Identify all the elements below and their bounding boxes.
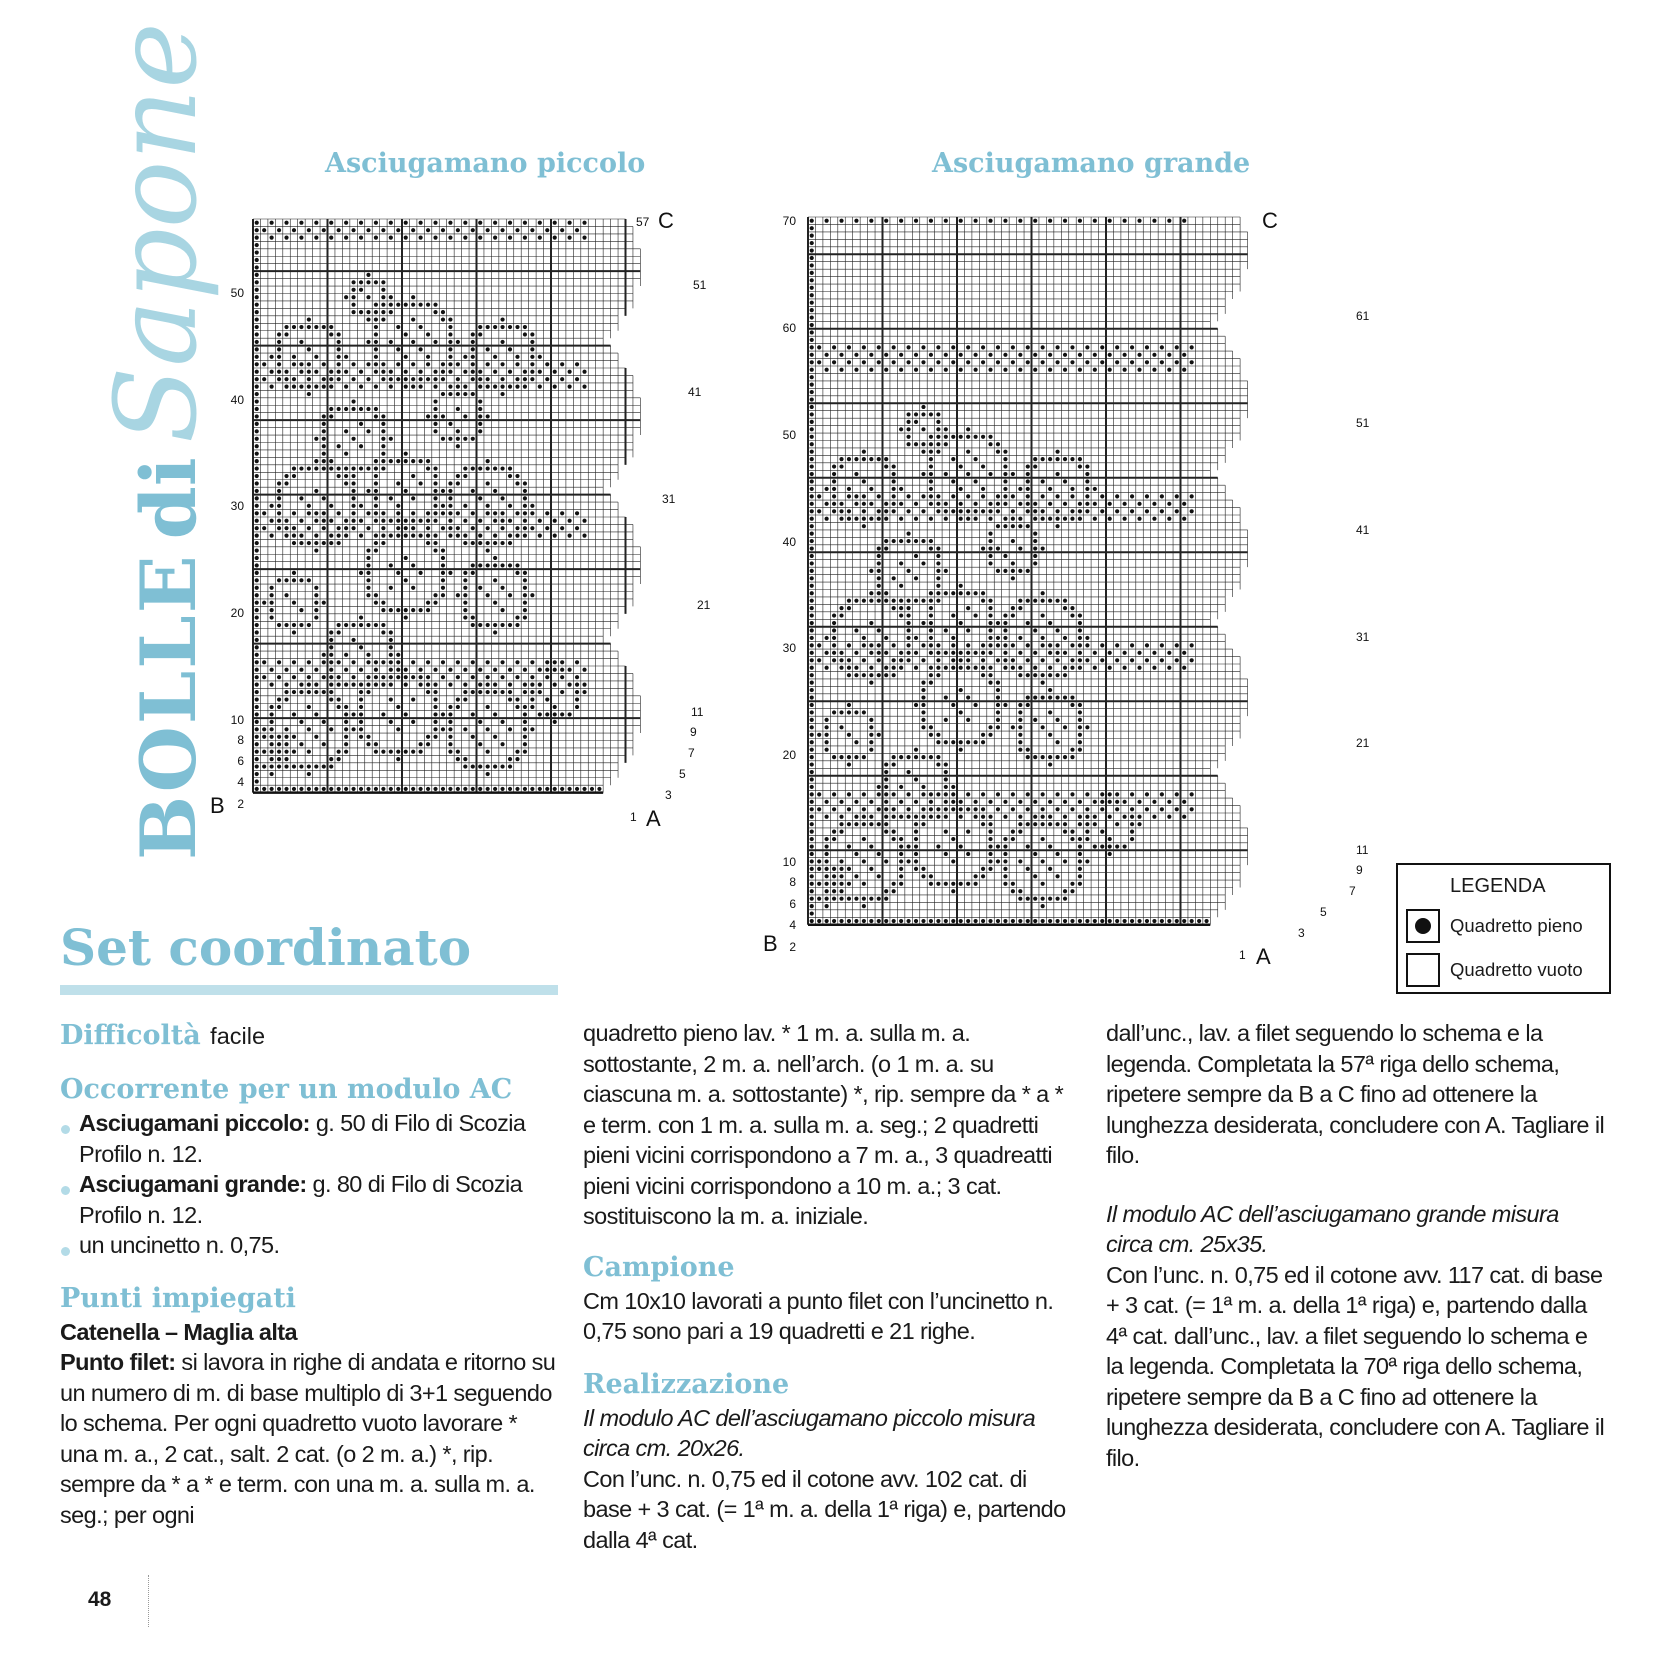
chart-small-row-label: 40 bbox=[230, 393, 244, 407]
chart-large-row-label: 6 bbox=[789, 897, 796, 911]
chart-large-label-c: C bbox=[1262, 208, 1278, 233]
filet-paragraph: Punto filet: si lavora in righe di andata e ritorno su un numero di m. di base multiplo di 3+1 seguendo lo schema. Per ogni quadretto vuoto lavorare * una m. a., 2 cat., salt. 2 cat. (o 2 m. a.) *, rip. sempre da * a * e term. con una m. a. sulla m. a. seg.; per ogni bbox=[60, 1349, 556, 1528]
chart-large-row-label: 4 bbox=[789, 918, 796, 932]
difficulty-value: facile bbox=[210, 1023, 266, 1049]
chart-large-row-label: 1 bbox=[1239, 948, 1246, 962]
chart-small-row-label: 30 bbox=[230, 499, 244, 513]
chart-large-row-label: 11 bbox=[1356, 843, 1369, 857]
difficulty-line bbox=[60, 1018, 560, 1054]
chart-large-row-label: 3 bbox=[1298, 926, 1305, 940]
chart-large-title: Asciugamano grande bbox=[932, 148, 1251, 179]
chart-small-row-label: 5 bbox=[679, 767, 686, 781]
side-title-sapone: Sapone bbox=[92, 22, 222, 444]
chart-small-row-label: 6 bbox=[237, 754, 244, 768]
chart-large-row-label: 7 bbox=[1349, 884, 1356, 898]
chart-large-row-label: 50 bbox=[782, 428, 796, 442]
sample-text: Cm 10x10 lavorati a punto filet con l’uncinetto n. 0,75 sono pari a 19 quadretti e 21 righe. bbox=[583, 1287, 1054, 1344]
chart-large-row-label: 20 bbox=[782, 748, 796, 762]
filled-square-icon bbox=[1406, 909, 1440, 943]
text-column-2 bbox=[583, 1018, 1081, 1555]
chart-small-row-label: 21 bbox=[697, 598, 711, 612]
difficulty-label: Difficoltà bbox=[60, 1020, 201, 1051]
page-number: 48 bbox=[88, 1588, 112, 1611]
chart-large-row-label: 2 bbox=[789, 940, 796, 954]
small-instructions-cont: dall’unc., lav. a filet seguendo lo schema e la legenda. Completata la 57ª riga dello schema, ripetere sempre da B a C fino ad ottenere la lunghezza desiderata, concludere con A. Tagliare il filo. bbox=[1106, 1020, 1605, 1168]
legend-title: LEGENDA bbox=[1450, 875, 1546, 897]
materials-item: Asciugamani grande: g. 80 di Filo di Scozia Profilo n. 12. bbox=[60, 1169, 560, 1230]
chart-small-row-label: 7 bbox=[688, 746, 695, 760]
chart-large-row-label: 21 bbox=[1356, 736, 1370, 750]
stitches-list: Catenella – Maglia alta bbox=[60, 1318, 297, 1345]
chart-small-row-label: 11 bbox=[691, 705, 704, 719]
legend-empty-row bbox=[1406, 953, 1583, 987]
chart-small-row-label: 8 bbox=[237, 733, 244, 747]
chart-large-row-label: 30 bbox=[782, 641, 796, 655]
chart-small-row-label: 2 bbox=[237, 797, 244, 811]
chart-large-row-label: 51 bbox=[1356, 416, 1370, 430]
chart-large-row-label: 9 bbox=[1356, 863, 1363, 877]
chart-small-title: Asciugamano piccolo bbox=[325, 148, 646, 179]
page-divider bbox=[148, 1575, 149, 1627]
materials-list bbox=[60, 1108, 560, 1261]
side-title-di: di bbox=[124, 457, 213, 540]
text-column-1 bbox=[60, 1018, 560, 1530]
chart-small-label-c: C bbox=[658, 208, 674, 233]
sample-title: Campione bbox=[583, 1251, 735, 1283]
chart-large-row-label: 40 bbox=[782, 535, 796, 549]
chart-small-row-label: 4 bbox=[237, 775, 244, 789]
chart-small-row-label: 57 bbox=[636, 215, 650, 229]
chart-large-row-label: 60 bbox=[782, 321, 796, 335]
chart-small-label-b: B bbox=[210, 793, 225, 818]
chart-small-row-label: 9 bbox=[690, 725, 697, 739]
chart-large-label-a: A bbox=[1256, 944, 1271, 969]
making-title: Realizzazione bbox=[583, 1368, 790, 1400]
legend-empty-label: Quadretto vuoto bbox=[1450, 959, 1583, 980]
filet-paragraph-cont: quadretto pieno lav. * 1 m. a. sulla m. a. sottostante, 2 m. a. nell’arch. (o 1 m. a. su ciascuna m. a. sottostante) *, rip. sempre da * a * e term. con 1 m. a. sulla m. a. seg.; 2 quadretti pieni vicini corrispondono a 7 m. a., 3 quadreatti pieni vicini corrispondono a 10 m. a.; 3 cat. sostituiscono la m. a. iniziale. bbox=[583, 1020, 1064, 1229]
materials-title: Occorrente per un modulo AC bbox=[60, 1074, 513, 1105]
chart-large-row-label: 41 bbox=[1356, 523, 1370, 537]
chart-large-row-label: 61 bbox=[1356, 309, 1370, 323]
chart-small-row-label: 20 bbox=[230, 606, 244, 620]
empty-square-icon bbox=[1406, 953, 1440, 987]
chart-large-row-label: 70 bbox=[782, 214, 796, 228]
small-measure: Il modulo AC dell’asciugamano piccolo misura circa cm. 20x26. bbox=[583, 1404, 1036, 1461]
small-instructions: Con l’unc. n. 0,75 ed il cotone avv. 102 cat. di base + 3 cat. (= 1ª m. a. della 1ª riga) e, partendo dalla 4ª cat. bbox=[583, 1465, 1066, 1553]
legend-filled-label: Quadretto pieno bbox=[1450, 915, 1583, 936]
chart-small-row-label: 41 bbox=[688, 385, 702, 399]
materials-item: un uncinetto n. 0,75. bbox=[60, 1230, 560, 1261]
chart-large-row-label: 8 bbox=[789, 875, 796, 889]
chart-small-row-label: 3 bbox=[665, 788, 672, 802]
chart-small-row-label: 10 bbox=[230, 713, 244, 727]
legend-filled-row bbox=[1406, 909, 1583, 943]
large-instructions: Con l’unc. n. 0,75 ed il cotone avv. 117 cat. di base + 3 cat. (= 1ª m. a. della 1ª riga) e, partendo dalla 4ª cat. dall’unc., lav. a filet seguendo lo schema e la legenda. Completata la 70ª riga dello schema, ripetere sempre da B a C fino ad ottenere la lunghezza desiderata, concludere con A. Tagliare il filo. bbox=[1106, 1261, 1605, 1471]
stitches-title: Punti impiegati bbox=[60, 1282, 296, 1314]
chart-large-row-label: 31 bbox=[1356, 630, 1370, 644]
chart-small-row-label: 50 bbox=[230, 286, 244, 300]
chart-small-row-label: 31 bbox=[662, 492, 676, 506]
chart-small-grid bbox=[253, 219, 640, 793]
chart-small-row-label: 51 bbox=[693, 278, 707, 292]
chart-small-label-a: A bbox=[646, 806, 661, 831]
side-title-bolle: BOLLE bbox=[124, 553, 213, 860]
chart-large-row-label: 5 bbox=[1320, 905, 1327, 919]
materials-item: Asciugamani piccolo: g. 50 di Filo di Scozia Profilo n. 12. bbox=[60, 1108, 560, 1169]
chart-large-grid bbox=[808, 217, 1248, 925]
legend-box bbox=[1396, 863, 1611, 994]
chart-large-label-b: B bbox=[763, 931, 778, 956]
large-measure: Il modulo AC dell’asciugamano grande misura circa cm. 25x35. bbox=[1106, 1200, 1559, 1257]
chart-large-row-label: 10 bbox=[782, 855, 796, 869]
article-title: Set coordinato bbox=[60, 918, 472, 977]
text-column-3 bbox=[1106, 1018, 1606, 1473]
chart-small-row-label: 1 bbox=[630, 810, 637, 824]
title-underline bbox=[60, 985, 558, 995]
